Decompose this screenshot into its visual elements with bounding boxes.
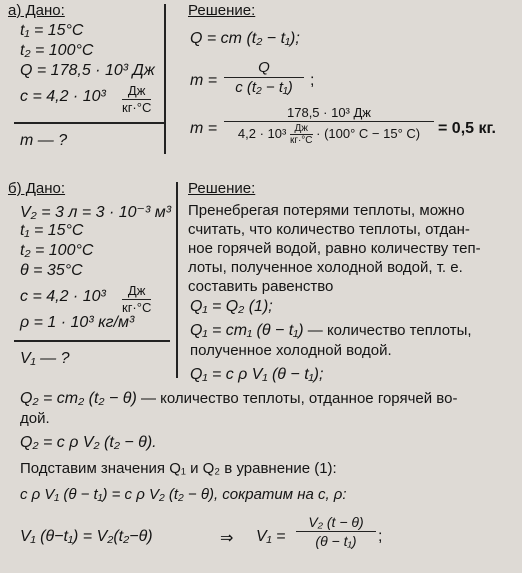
paragraph-line: лоты, полученное холодной водой, т. е. xyxy=(188,259,463,276)
part-a-eq3-den-unit-den: кг·°С xyxy=(289,135,313,147)
fraction-bar xyxy=(224,121,434,122)
part-b-c-unit-num: Дж xyxy=(127,283,146,298)
part-b-final-lhs: V₁ (θ−t₁) = V₂(t₂−θ) xyxy=(20,528,153,545)
part-b-eq-q1-text2: полученное холодной водой. xyxy=(190,342,392,359)
part-a-eq2-lhs: m = xyxy=(190,72,218,89)
given-divider xyxy=(14,340,170,342)
paragraph-line: считать, что количество теплоты, отдан- xyxy=(188,221,470,238)
part-b-find: V₁ — ? xyxy=(20,350,70,367)
part-a-c-unit-den: кг·°С xyxy=(122,100,152,115)
part-a-solution-header: Решение: xyxy=(188,2,256,19)
part-a-q: Q = 178,5 · 10³ Дж xyxy=(20,62,155,79)
part-b-final-tail: ; xyxy=(378,528,383,545)
part-a-find: m — ? xyxy=(20,132,68,149)
given-vertical-divider xyxy=(176,182,178,378)
part-a-eq2-fraction xyxy=(224,60,304,96)
paragraph-line: Пренебрегая потерями теплоты, можно xyxy=(188,202,465,219)
part-b-eq-q2-rho: Q₂ = c ρ V₂ (t₂ − θ). xyxy=(20,434,157,451)
part-b-eq-equality: c ρ V₁ (θ − t₁) = c ρ V₂ (t₂ − θ), сократим на c, ρ: xyxy=(20,486,347,503)
part-b-subst-line: Подставим значения Q₁ и Q₂ в уравнение (1): xyxy=(20,460,337,477)
part-b-eq-q1-formula: Q₁ = cm₁ (θ − t₁) xyxy=(190,322,304,339)
part-a-eq2-tail: ; xyxy=(310,72,315,89)
part-b-c-unit xyxy=(122,284,151,315)
part-a-eq2-den: c (t₂ − t₁) xyxy=(235,79,293,97)
part-a-eq3-den-suffix: · (100° С − 15° С) xyxy=(316,126,421,142)
part-b-theta: θ = 35°C xyxy=(20,262,83,279)
part-a-eq3-result: = 0,5 кг. xyxy=(438,120,496,137)
given-vertical-divider xyxy=(164,4,166,154)
part-a-eq3-den xyxy=(224,123,434,146)
part-b-t1: t₁ = 15°C xyxy=(20,222,84,239)
part-b-c: c = 4,2 · 10³ xyxy=(20,288,106,305)
part-b-eq-q1-q2: Q₁ = Q₂ (1); xyxy=(190,298,273,315)
part-a-c-unit xyxy=(122,84,151,115)
fraction-bar xyxy=(296,531,376,532)
part-b-eq-q2-formula: Q₂ = cm₂ (t₂ − θ) xyxy=(20,390,137,407)
part-b-paragraph xyxy=(188,201,518,296)
part-b-final-v1: V₁ = xyxy=(256,528,286,545)
part-b-final-num: V₂ (t − θ) xyxy=(308,514,364,530)
part-b-final-fraction xyxy=(296,514,376,549)
part-b-solution-header: Решение: xyxy=(188,180,256,197)
part-b-final-den: (θ − t₁) xyxy=(315,533,357,550)
part-a-eq3-lhs: m = xyxy=(190,120,218,137)
paragraph-line: ное горячей водой, равно количеству теп- xyxy=(188,240,481,257)
part-a-eq3-den-unit-num: Дж xyxy=(294,123,308,135)
part-b-v2: V₂ = 3 л = 3 · 10⁻³ м³ xyxy=(20,204,172,221)
part-b-t2: t₂ = 100°C xyxy=(20,242,94,259)
implies-arrow-icon: ⇒ xyxy=(220,530,234,547)
part-b-eq-q1-text: — количество теплоты, xyxy=(303,322,472,339)
part-b-eq-q2-text: — количество теплоты, отданное горячей во- xyxy=(136,390,458,407)
part-b-eq-q1-line xyxy=(190,322,472,340)
fraction-bar xyxy=(224,77,304,78)
paragraph-line: составить равенство xyxy=(188,278,334,295)
part-b-given-header: б) Дано: xyxy=(8,180,66,197)
part-a-given-header: а) Дано: xyxy=(8,2,65,19)
part-a-t2: t₂ = 100°C xyxy=(20,42,94,59)
part-a-eq3-den-prefix: 4,2 · 10³ xyxy=(237,126,287,142)
part-b-c-unit-den: кг·°С xyxy=(122,300,152,315)
part-a-t1: t₁ = 15°C xyxy=(20,22,84,39)
part-a-eq3-den-unit xyxy=(290,123,313,146)
part-a-eq1: Q = cm (t₂ − t₁); xyxy=(190,30,300,47)
part-a-eq3-num: 178,5 · 10³ Дж xyxy=(287,105,371,120)
part-b-eq-q2-line xyxy=(20,390,457,408)
part-b-rho: ρ = 1 · 10³ кг/м³ xyxy=(20,314,135,331)
part-b-eq-q2-text2: дой. xyxy=(20,410,50,427)
part-a-eq3-fraction xyxy=(224,106,434,146)
part-a-eq2-num: Q xyxy=(258,59,270,76)
given-divider xyxy=(14,122,164,124)
part-b-eq-q1-rho: Q₁ = c ρ V₁ (θ − t₁); xyxy=(190,366,324,383)
part-a-c-unit-num: Дж xyxy=(127,83,146,98)
part-a-c: c = 4,2 · 10³ xyxy=(20,88,106,105)
